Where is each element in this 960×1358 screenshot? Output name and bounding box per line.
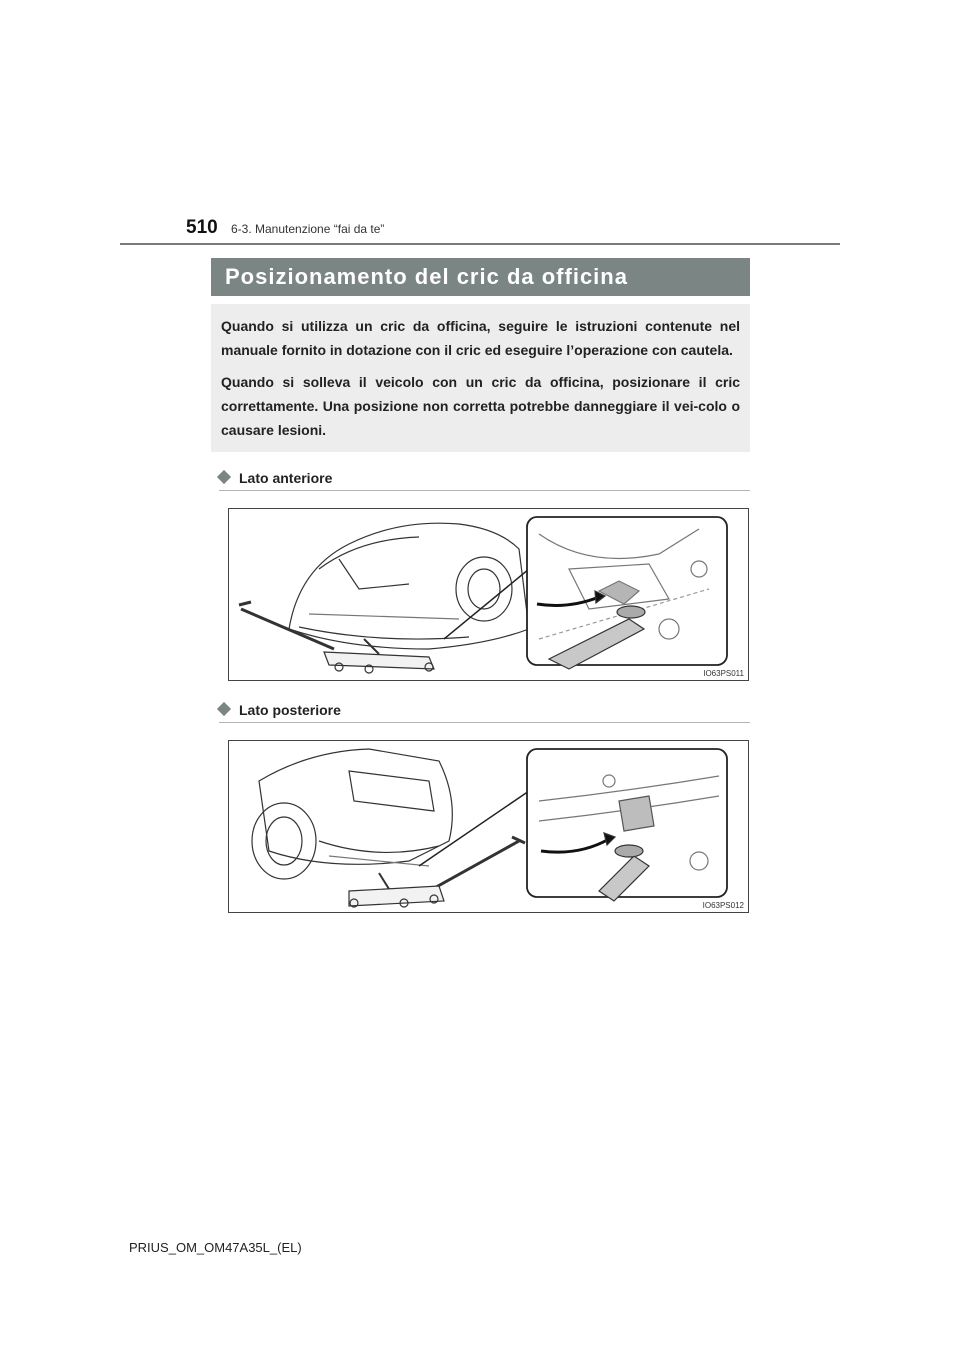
figure-rear-jack-point — [228, 740, 749, 913]
diamond-bullet-icon — [217, 470, 231, 484]
rear-jack-illustration — [229, 741, 749, 913]
diamond-bullet-icon — [217, 702, 231, 716]
subheading-rear-divider — [219, 722, 750, 723]
front-jack-illustration — [229, 509, 749, 681]
subheading-front-label: Lato anteriore — [239, 470, 333, 486]
header-divider — [120, 243, 840, 245]
subheading-rear — [219, 702, 341, 718]
intro-paragraph-1: Quando si utilizza un cric da officina, seguire le istruzioni contenute nel manuale fornito in dotazione con il cric ed eseguire l’operazione con cautela. — [221, 318, 740, 358]
intro-paragraph-2: Quando si solleva il veicolo con un cric da officina, posizionare il cric correttamente. Una posizione non corretta potrebbe danneggiare il vei-colo o causare lesioni. — [221, 374, 740, 438]
subheading-rear-label: Lato posteriore — [239, 702, 341, 718]
subheading-front-divider — [219, 490, 750, 491]
figure-rear-code: IO63PS012 — [702, 901, 744, 910]
page-title: Posizionamento del cric da officina — [211, 258, 750, 296]
figure-front-jack-point — [228, 508, 749, 681]
subheading-front — [219, 470, 332, 486]
intro-box — [211, 304, 750, 452]
section-header: 6-3. Manutenzione “fai da te” — [231, 222, 385, 236]
page-number: 510 — [186, 217, 218, 238]
figure-front-code: IO63PS011 — [703, 669, 744, 678]
footer-document-code: PRIUS_OM_OM47A35L_(EL) — [129, 1240, 302, 1255]
